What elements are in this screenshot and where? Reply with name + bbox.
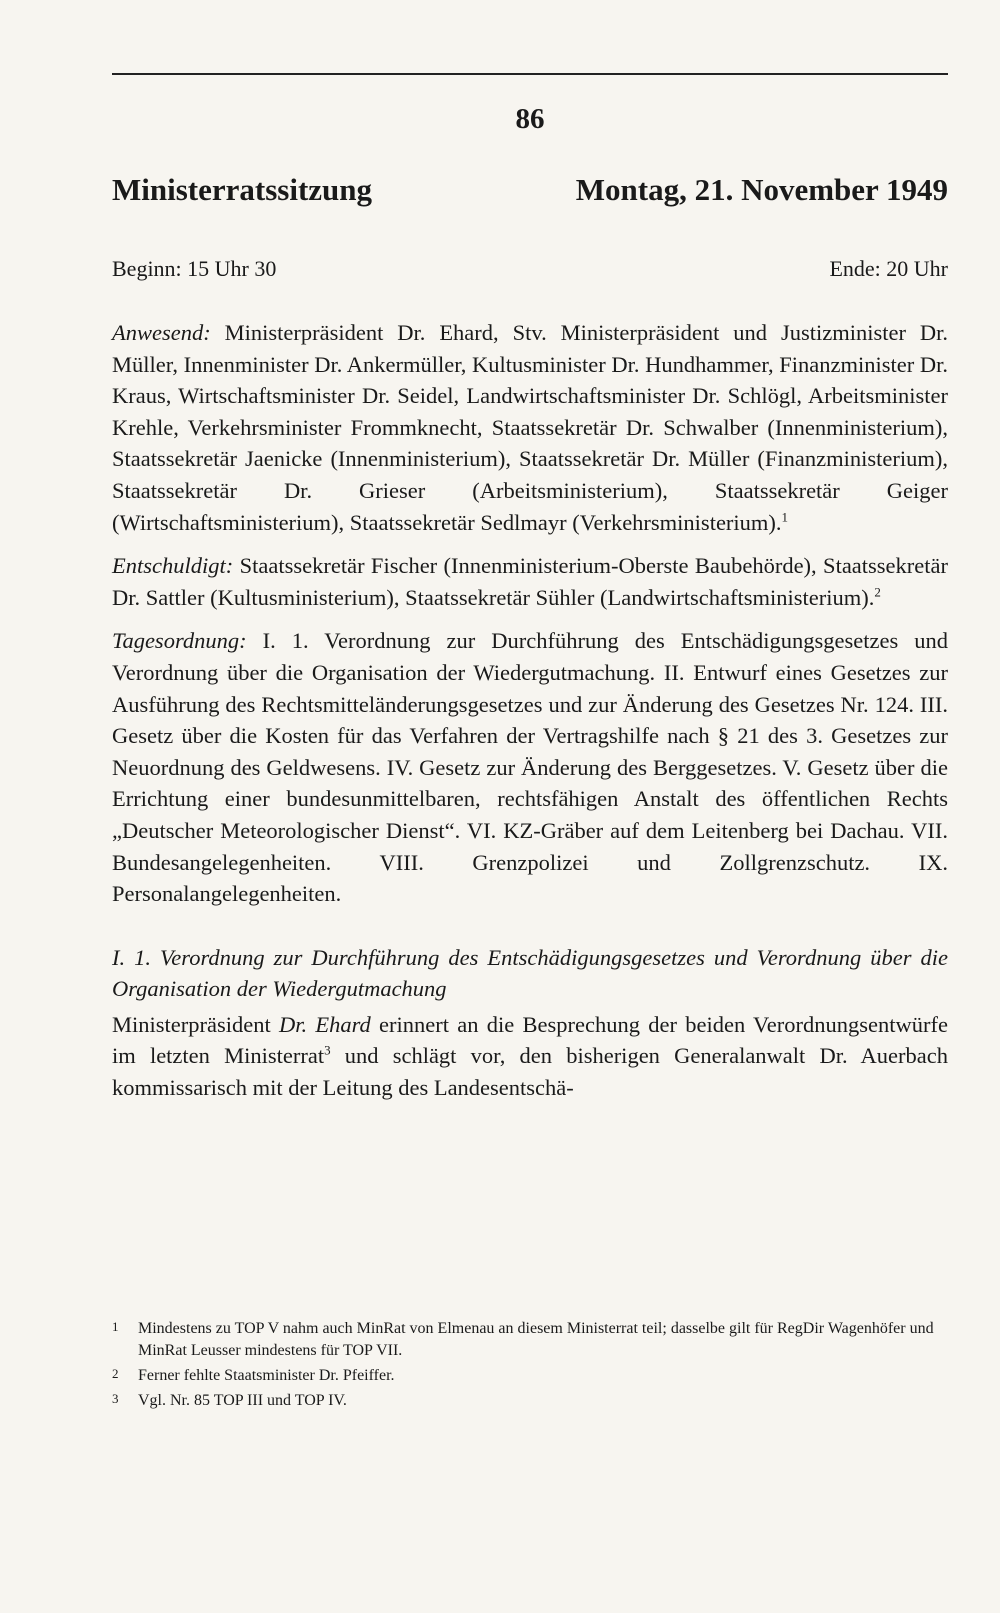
- excused-text: Staatssekretär Fischer (Innenministerium-Oberste Baubehörde), Staatssekretär Dr. Sattler (Kultusministerium), Staatssekretär Sühler (Landwirtschaftsministerium).: [112, 553, 948, 610]
- present-label: Anwesend:: [112, 320, 211, 345]
- meeting-title: Ministerratssitzung: [112, 172, 373, 207]
- footnote: [112, 1318, 948, 1362]
- footnote-text: Mindestens zu TOP V nahm auch MinRat von Elmenau an diesem Ministerrat teil; dasselbe gilt für RegDir Wagenhöfer und MinRat Leusser mindestens für TOP VII.: [138, 1320, 934, 1359]
- document-number: 86: [515, 103, 545, 135]
- footnote-text: Vgl. Nr. 85 TOP III und TOP IV.: [138, 1392, 347, 1409]
- speaker-name: Dr. Ehard: [278, 1011, 371, 1037]
- title-row: [112, 172, 948, 208]
- excused-label: Entschuldigt:: [112, 553, 234, 579]
- section-paragraph: [112, 1009, 948, 1104]
- footnote-text: Ferner fehlte Staatsminister Dr. Pfeiffer.: [138, 1367, 395, 1384]
- attendance-excused: [112, 550, 948, 613]
- agenda-label: Tagesordnung:: [112, 628, 247, 654]
- footnote-number: 3: [112, 1391, 119, 1406]
- footnote-ref-1: 1: [781, 509, 789, 525]
- section-heading: I. 1. Verordnung zur Durchführung des Entschädigungsgesetzes und Verordnung über die Organisation der Wiedergutmachung: [112, 944, 948, 1002]
- end-time: Ende: 20 Uhr: [829, 256, 948, 281]
- paragraph-mid: erinnert an die Besprechung der beiden Verordnungsentwürfe im letzten Ministerrat: [112, 1011, 948, 1069]
- footnote-number: 1: [112, 1319, 119, 1334]
- header-rule: [112, 73, 948, 75]
- footnotes: [112, 1318, 948, 1415]
- agenda: [112, 625, 948, 909]
- attendance-present: [112, 317, 948, 538]
- paragraph-start: Ministerpräsident: [112, 1011, 279, 1037]
- meeting-date: Montag, 21. November 1949: [575, 172, 948, 207]
- start-time: Beginn: 15 Uhr 30: [112, 256, 277, 281]
- present-text: Ministerpräsident Dr. Ehard, Stv. Ministerpräsident und Justizminister Dr. Müller, Innenminister Dr. Ankermüller, Kultusminister Dr. Hundhammer, Finanzminister Dr. Kraus, Wirtschaftsminister Dr. Seidel, Landwirtschaftsminister Dr. Schlögl, Arbeitsminister Krehle, Verkehrsminister Frommknecht, Staatssekretär Dr. Schwalber (Innenministerium), Staatssekretär Jaenicke (Innenministerium), Staatssekretär Dr. Müller (Finanzministerium), Staatssekretär Dr. Grieser (Arbeitsministerium), Staatssekretär Geiger (Wirtschaftsministerium), Staatssekretär Sedlmayr (Verkehrsministerium).: [112, 320, 948, 535]
- footnote-ref-3: 3: [324, 1042, 331, 1058]
- time-row: [112, 256, 948, 282]
- section-gap: [112, 922, 948, 942]
- body-text: [112, 317, 948, 1116]
- footnote-number: 2: [112, 1366, 119, 1381]
- footnote-ref-2: 2: [874, 584, 881, 600]
- agenda-text: I. 1. Verordnung zur Durchführung des Entschädigungsgesetzes und Verordnung über die Organisation der Wiedergutmachung. II. Entwurf eines Gesetzes zur Ausführung des Rechtsmitteländerungsgesetzes und zur Änderung des Gesetzes Nr. 124. III. Gesetz über die Kosten für das Verfahren der Vertragshilfe nach § 21 des 3. Gesetzes zur Neuordnung des Geldwesens. IV. Gesetz zur Änderung des Berggesetzes. V. Gesetz über die Errichtung einer bundesunmittelbaren, rechtsfähigen Anstalt des öffentlichen Rechts „Deutscher Meteorologischer Dienst“. VI. KZ-Gräber auf dem Leitenberg bei Dachau. VII. Bundesangelegenheiten. VIII. Grenzpolizei und Zollgrenzschutz. IX. Personalangelegenheiten.: [112, 628, 948, 907]
- footnote: [112, 1365, 948, 1387]
- paragraph-end: und schlägt vor, den bisherigen Generalanwalt Dr. Auerbach kommissarisch mit der Leitung des Landesentschä-: [112, 1043, 948, 1101]
- footnote: [112, 1390, 948, 1412]
